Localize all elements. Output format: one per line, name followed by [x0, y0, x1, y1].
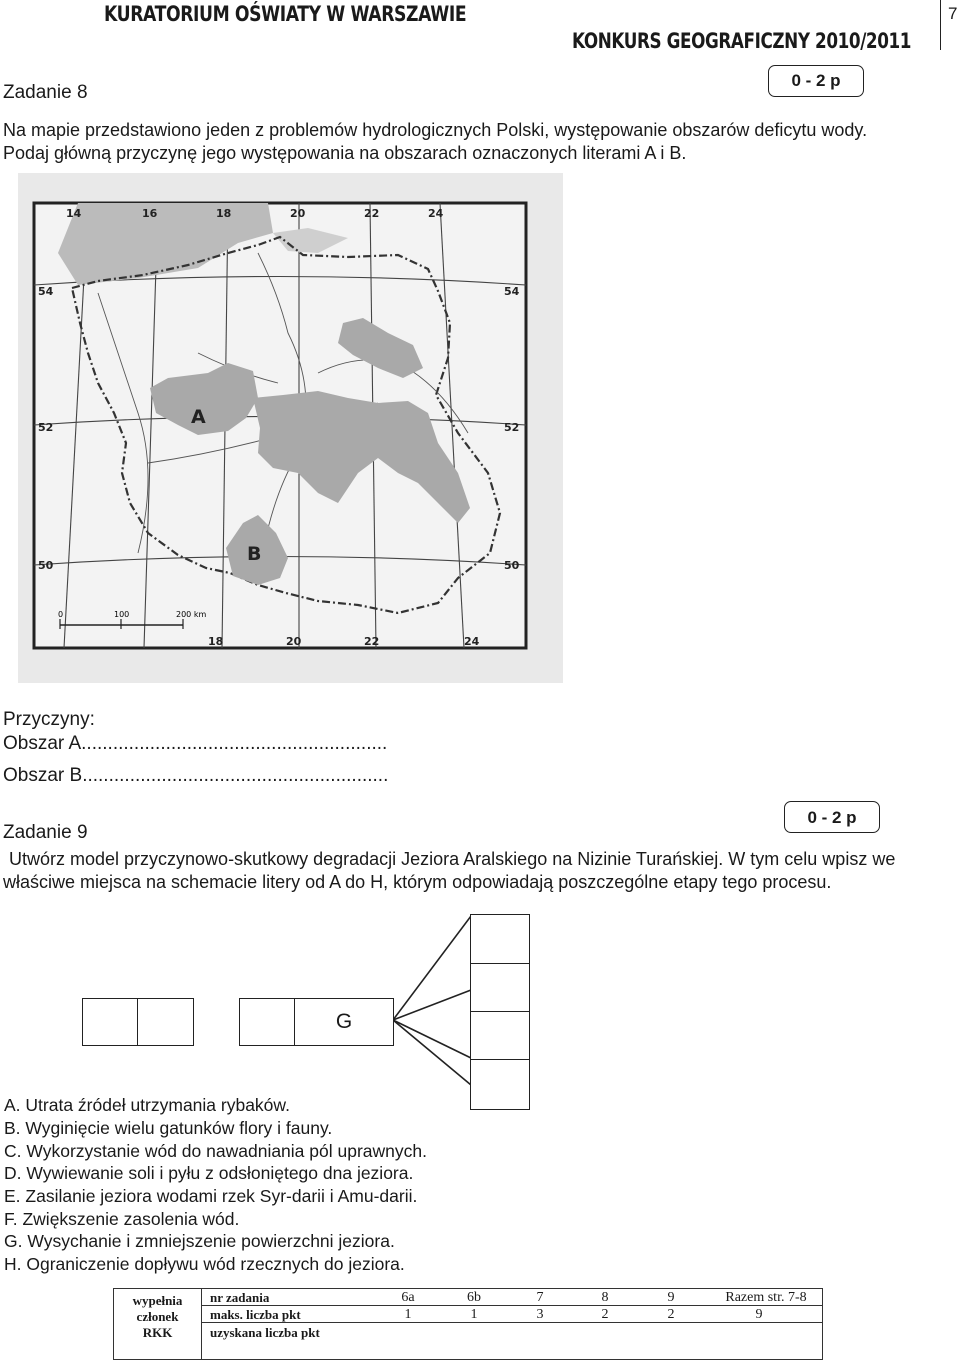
task9-title: Zadanie 9	[3, 822, 88, 843]
task9-points: 0 - 2 p	[807, 808, 857, 827]
task-cell-9: 9	[667, 1290, 675, 1305]
score-table-fill-label: wypełnia	[132, 1293, 183, 1308]
score-table-member-label: członek	[136, 1309, 179, 1324]
map-label-lat-left-1: 52	[38, 421, 54, 434]
map-label-lon-bottom-0: 18	[208, 635, 224, 648]
diagram-effect-box-2[interactable]	[470, 963, 530, 1014]
legend-item-c: C. Wykorzystanie wód do nawadniania pól uprawnych.	[4, 1141, 427, 1161]
map-label-lon-top-3: 20	[290, 207, 306, 220]
header-divider	[940, 0, 941, 50]
task-cell-total: Razem str. 7-8	[725, 1290, 807, 1305]
diagram-box-g[interactable]	[294, 998, 394, 1046]
answer-area-b[interactable]: Obszar B..........................................................	[3, 765, 389, 786]
task-cell-6b: 6b	[467, 1290, 481, 1305]
map-label-lon-bottom-2: 22	[364, 635, 380, 648]
svg-text:200 km: 200 km	[176, 610, 207, 619]
max-cell-total: 9	[755, 1307, 763, 1322]
diagram-box-1[interactable]	[82, 998, 138, 1046]
legend-item-a: A. Utrata źródeł utrzymania rybaków.	[4, 1095, 290, 1115]
map-label-lon-top-2: 18	[216, 207, 232, 220]
legend-item-e: E. Zasilanie jeziora wodami rzek Syr-darii i Amu-darii.	[4, 1186, 418, 1206]
task9-points-box	[784, 801, 880, 833]
legend-item-b: B. Wyginięcie wielu gatunków flory i fauny.	[4, 1118, 333, 1138]
row-label-task-number: nr zadania	[210, 1290, 270, 1305]
legend-item-h: H. Ograniczenie dopływu wód rzecznych do jeziora.	[4, 1254, 405, 1274]
answer-area-a[interactable]: Obszar A..........................................................	[3, 733, 388, 754]
map-label-lon-top-5: 24	[428, 207, 444, 220]
legend-item-f: F. Zwiększenie zasolenia wód.	[4, 1209, 240, 1229]
task-cell-8: 8	[601, 1290, 609, 1305]
max-cell-7: 3	[536, 1307, 544, 1322]
row-label-points-earned: uzyskana liczba pkt	[210, 1325, 320, 1340]
diagram-effect-box-4[interactable]	[470, 1059, 530, 1110]
score-table-header	[114, 1289, 202, 1359]
max-cell-8: 2	[601, 1307, 609, 1322]
map-figure	[18, 173, 563, 683]
map-area-label-b: B	[247, 543, 262, 565]
row-label-max-points: maks. liczba pkt	[210, 1307, 301, 1322]
contest-title: KONKURS GEOGRAFICZNY 2010/2011	[572, 29, 912, 53]
map-label-lat-right-0: 54	[504, 285, 520, 298]
max-cell-9: 2	[667, 1307, 675, 1322]
score-table	[113, 1288, 823, 1360]
diagram-box-g-label: G	[335, 1010, 353, 1033]
map-label-lon-bottom-1: 20	[286, 635, 302, 648]
legend-item-g: G. Wysychanie i zmniejszenie powierzchni jeziora.	[4, 1231, 395, 1251]
map-label-lon-bottom-3: 24	[464, 635, 480, 648]
task8-points: 0 - 2 p	[791, 71, 841, 90]
map-label-lat-right-2: 50	[504, 559, 520, 572]
map-label-lon-top-0: 14	[66, 207, 82, 220]
page-number: 7	[948, 4, 958, 23]
map-label-lat-right-1: 52	[504, 421, 520, 434]
svg-text:100: 100	[114, 610, 130, 619]
map-area-label-a: A	[191, 406, 206, 428]
task8-text: Na mapie przedstawiono jeden z problemów hydrologicznych Polski, występowanie obszarów deficytu wody. Podaj główną przyczynę jego występowania na obszarach oznaczonych literami A i B.	[3, 120, 868, 163]
task-cell-7: 7	[536, 1290, 544, 1305]
poland-water-deficit-map	[18, 173, 563, 683]
legend-item-d: D. Wywiewanie soli i pyłu z odsłoniętego dna jeziora.	[4, 1163, 414, 1183]
map-label-lon-top-1: 16	[142, 207, 158, 220]
task8-title: Zadanie 8	[3, 82, 88, 103]
diagram-effect-box-1[interactable]	[470, 914, 530, 965]
diagram-box-2[interactable]	[137, 998, 194, 1046]
svg-text:0: 0	[58, 610, 64, 619]
max-cell-6b: 1	[470, 1307, 478, 1322]
diagram-effect-box-3[interactable]	[470, 1011, 530, 1062]
organization-title: KURATORIUM OŚWIATY W WARSZAWIE	[104, 2, 467, 26]
task9-text: Utwórz model przyczynowo-skutkowy degradacji Jeziora Aralskiego na Nizinie Turańskiej. W tym celu wpisz we właściwe miejsca na schemacie litery od A do H, którym odpowiadają poszczególne etapy tego procesu.	[3, 849, 896, 892]
task8-points-box	[768, 65, 864, 97]
map-label-lat-left-0: 54	[38, 285, 54, 298]
causes-label: Przyczyny:	[3, 709, 95, 730]
map-label-lat-left-2: 50	[38, 559, 54, 572]
task-cell-6a: 6a	[401, 1290, 415, 1305]
map-label-lon-top-4: 22	[364, 207, 380, 220]
max-cell-6a: 1	[404, 1307, 412, 1322]
diagram-box-3[interactable]	[239, 998, 295, 1046]
score-table-rkk-label: RKK	[142, 1325, 173, 1340]
